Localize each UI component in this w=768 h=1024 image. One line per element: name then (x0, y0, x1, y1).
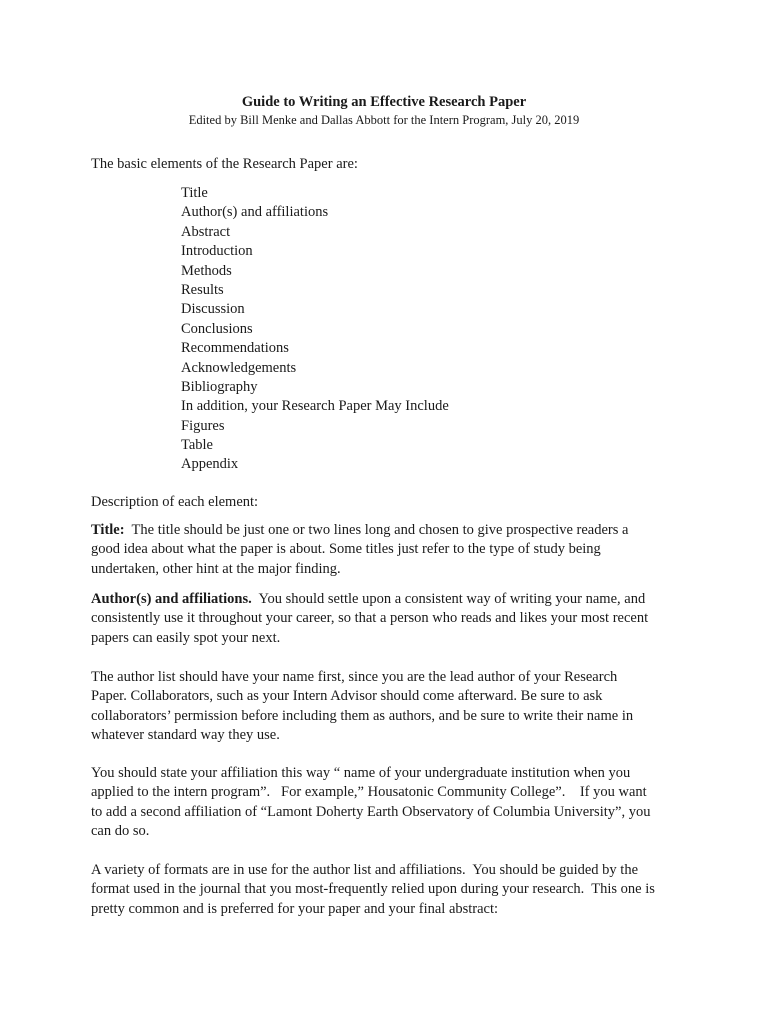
paragraph-line: undertaken, other hint at the major finding. (91, 560, 341, 577)
list-item: Results (181, 281, 224, 298)
paragraph-line: consistently use it throughout your career, so that a person who reads and likes your most recent (91, 610, 649, 627)
list-item: Conclusions (181, 320, 253, 337)
authors-description (91, 590, 677, 648)
list-item: Abstract (181, 223, 231, 240)
paragraph-line: pretty common and is preferred for your paper and your final abstract: (91, 900, 499, 917)
list-item: Author(s) and affiliations (181, 204, 329, 221)
list-item: Acknowledgements (181, 359, 297, 376)
paragraph-line (91, 590, 677, 609)
elements-intro: The basic elements of the Research Paper are: (91, 156, 358, 172)
elements-list (181, 184, 449, 475)
list-item: Appendix (181, 456, 239, 473)
paragraph-line: can do so. (91, 823, 150, 840)
list-item: Recommendations (181, 340, 289, 357)
list-item: Figures (181, 417, 225, 434)
paragraph-line: format used in the journal that you most-frequently relied upon during your research. This one is (91, 881, 655, 898)
paragraph-line: to add a second affiliation of “Lamont Doherty Earth Observatory of Columbia University”, you (91, 803, 651, 820)
paragraph-line: collaborators’ permission before including them as authors, and be sure to write their name in (91, 707, 634, 724)
document-title: Guide to Writing an Effective Research Paper (241, 94, 527, 110)
list-item: Bibliography (181, 378, 258, 395)
paragraph-line: The author list should have your name first, since you are the lead author of your Research (91, 669, 618, 685)
paragraph-text: The title should be just one or two lines long and chosen to give prospective readers a (124, 522, 629, 538)
paragraph-line: A variety of formats are in use for the author list and affiliations. You should be guided by the (91, 862, 639, 878)
list-item: Methods (181, 262, 232, 279)
paragraph-line: You should state your affiliation this way “ name of your undergraduate institution when you (91, 765, 631, 781)
list-item: Discussion (181, 301, 245, 318)
paragraph-line: papers can easily spot your next. (91, 629, 281, 646)
formats-paragraph (91, 861, 677, 919)
paragraph-line: whatever standard way they use. (91, 727, 280, 744)
author-list-paragraph (91, 668, 677, 746)
document-subtitle: Edited by Bill Menke and Dallas Abbott for the Intern Program, July 20, 2019 (188, 113, 580, 127)
description-heading: Description of each element: (91, 494, 259, 510)
list-item: Introduction (181, 243, 253, 260)
paragraph-line (91, 521, 677, 540)
authors-label: Author(s) and affiliations. (91, 591, 252, 607)
list-item: In addition, your Research Paper May Include (181, 398, 449, 415)
title-label: Title: (91, 522, 125, 538)
list-item: Title (181, 185, 208, 201)
paragraph-line: applied to the intern program”. For example,” Housatonic Community College”. If you want (91, 784, 647, 801)
paragraph-line: Paper. Collaborators, such as your Intern Advisor should come afterward. Be sure to ask (91, 688, 603, 705)
paragraph-line: good idea about what the paper is about. Some titles just refer to the type of study being (91, 541, 601, 558)
paragraph-text: You should settle upon a consistent way of writing your name, and (251, 591, 646, 607)
list-item: Table (181, 437, 213, 454)
affiliation-paragraph (91, 764, 677, 842)
title-description (91, 521, 677, 579)
